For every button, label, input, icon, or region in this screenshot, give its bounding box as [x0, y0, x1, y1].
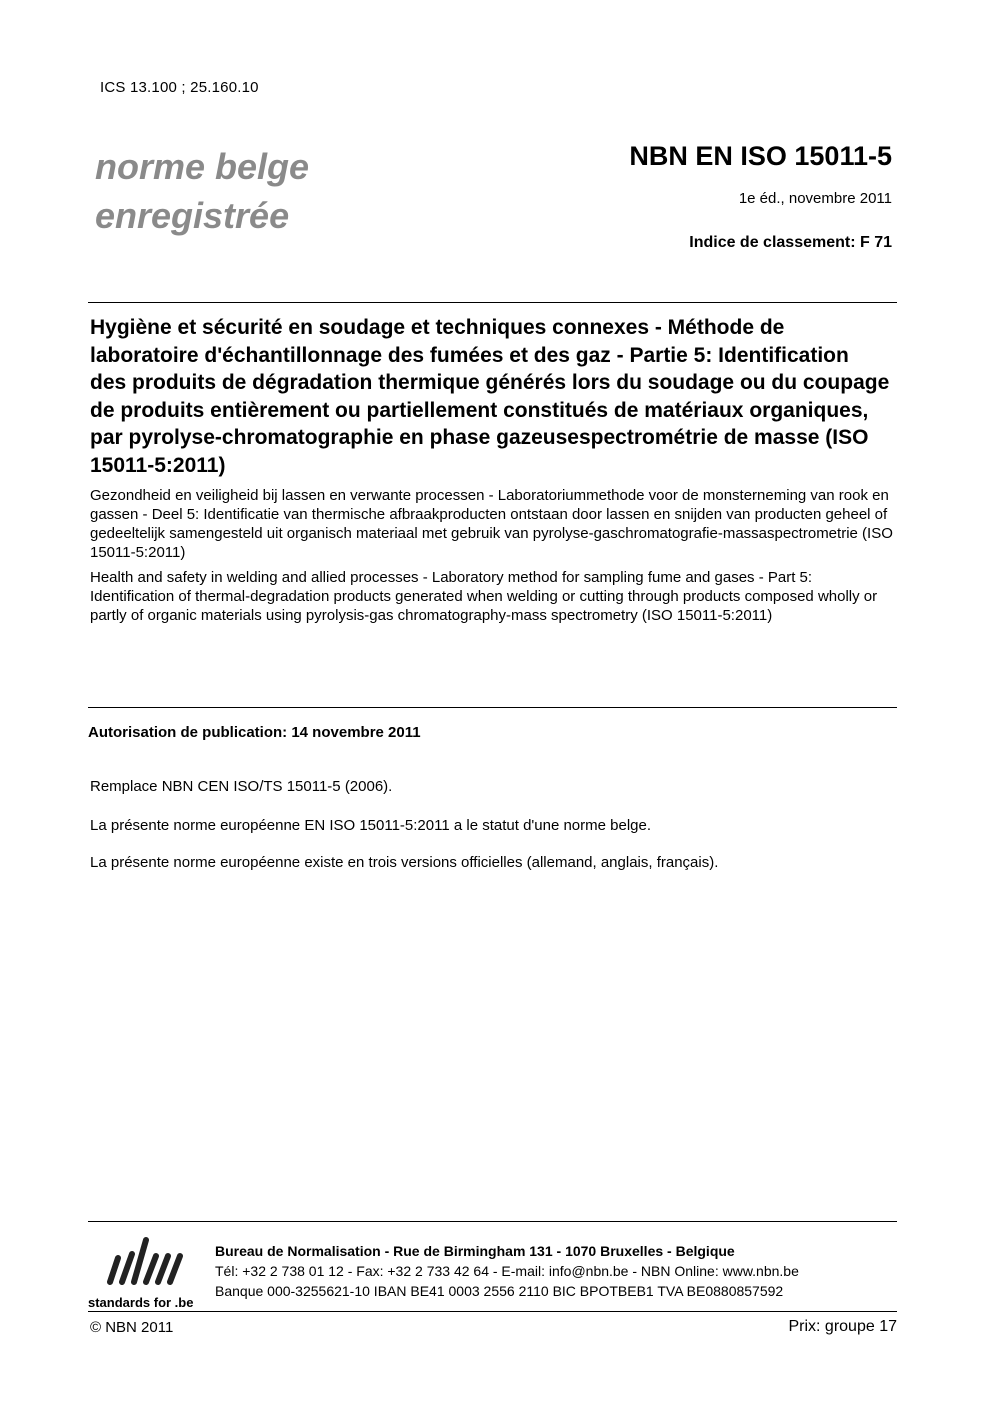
logo-tagline: standards for .be — [88, 1295, 194, 1310]
replaces-note: Remplace NBN CEN ISO/TS 15011-5 (2006). — [90, 778, 393, 795]
footer-bank: Banque 000-3255621-10 IBAN BE41 0003 2556 2110 BIC BPOTBEB1 TVA BE0880857592 — [215, 1283, 784, 1299]
footer-address: Bureau de Normalisation - Rue de Birmingham 131 - 1070 Bruxelles - Belgique — [215, 1243, 735, 1259]
edition-date: 1e éd., novembre 2011 — [738, 190, 892, 207]
norme-line-2: enregistrée — [95, 195, 290, 236]
standard-number: NBN EN ISO 15011-5 — [629, 141, 892, 171]
publication-authorisation: Autorisation de publication: 14 novembre 2011 — [88, 724, 421, 741]
versions-note: La présente norme européenne existe en trois versions officielles (allemand, anglais, français). — [90, 854, 719, 871]
copyright: © NBN 2011 — [90, 1319, 174, 1336]
status-note: La présente norme européenne EN ISO 15011-5:2011 a le statut d'une norme belge. — [90, 817, 652, 834]
divider-footer — [88, 1221, 897, 1222]
ics-code: ICS 13.100 ; 25.160.10 — [100, 79, 259, 96]
nbn-logo-icon — [88, 1232, 198, 1288]
footer-contact-block — [215, 1241, 799, 1301]
norme-belge-heading — [95, 142, 309, 240]
nbn-logo — [88, 1232, 198, 1308]
divider-top — [88, 302, 897, 303]
price-group: Prix: groupe 17 — [788, 1318, 897, 1335]
title-english: Health and safety in welding and allied processes - Laboratory method for sampling fume and gases - Part 5: Identification of thermal-degradation products generated when welding or cutting through products composed wholly or partly of organic materials using pyrolysis-gas chromatography-mass spectrometry (ISO 15011-5:2011) — [90, 569, 878, 624]
norme-line-1: norme belge — [95, 146, 310, 187]
footer-contact: Tél: +32 2 738 01 12 - Fax: +32 2 733 42 64 - E-mail: info@nbn.be - NBN Online: www.nbn.be — [215, 1263, 799, 1279]
classification-index: Indice de classement: F 71 — [689, 234, 892, 251]
title-dutch: Gezondheid en veiligheid bij lassen en verwante processen - Laboratoriummethode voor de monsterneming van rook en gassen - Deel 5: Identificatie van thermische afbraakproducten ontstaan door lassen en snijden van producten geheel of gedeeltelijk samengesteld uit organisch materiaal met gebruik van pyrolyse-gaschromatografie-massaspectrometrie (ISO 15011-5:2011) — [90, 487, 893, 561]
title-french: Hygiène et sécurité en soudage et techniques connexes - Méthode de laboratoire d'échantillonnage des fumées et des gaz - Partie 5: Identification des produits de dégradation thermique générés lors du soudage ou du coupage de produits entièrement ou partiellement constitués de matériaux organiques, par pyrolyse-chromatographie en phase gazeusespectrométrie de masse (ISO 15011-5:2011) — [90, 316, 890, 477]
divider-bottom — [88, 1311, 897, 1312]
divider-middle — [88, 707, 897, 708]
